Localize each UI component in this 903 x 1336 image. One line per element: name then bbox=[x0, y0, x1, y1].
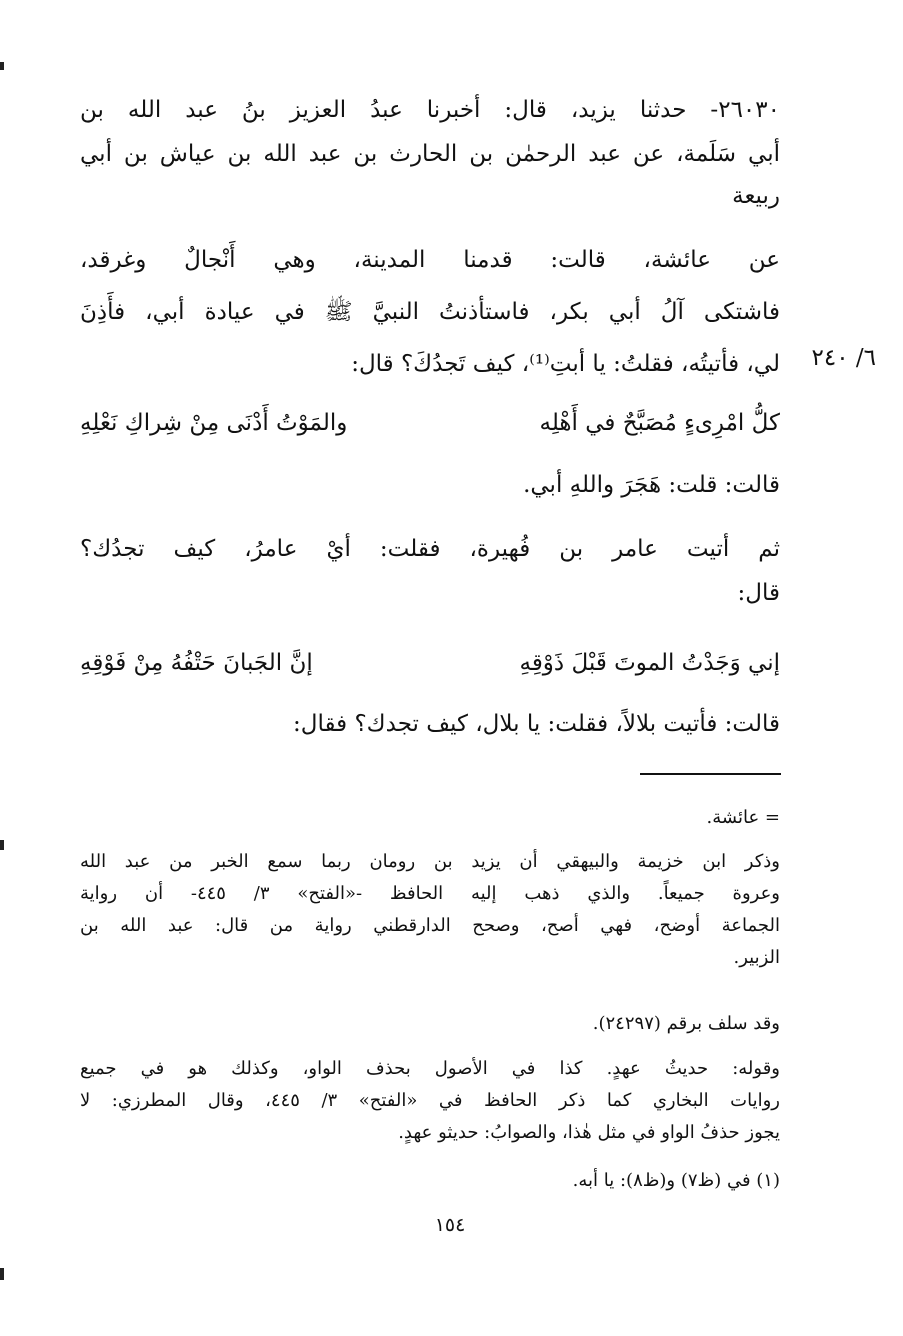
page-number: ١٥٤ bbox=[434, 1214, 466, 1236]
footnote-paragraph: وقد سلف برقم (٢٤٢٩٧). bbox=[592, 1013, 780, 1034]
verse-hemistich: كلُّ امْرِىءٍ مُصَبَّحٌ في أَهْلِه bbox=[539, 410, 780, 436]
isnad-line: ربيعة bbox=[732, 183, 780, 209]
volume-page-reference: ٦/ ٢٤٠ bbox=[811, 345, 876, 371]
footnote-line: الجماعة أوضح، فهي أصح، وصحح الدارقطني رواية من قال: عبد الله بن bbox=[80, 915, 780, 936]
scan-edge-mark bbox=[0, 62, 4, 70]
footnote-note: (١) في (ظ٧) و(ظ٨): يا أبه. bbox=[572, 1170, 780, 1191]
scan-edge-mark bbox=[0, 840, 4, 850]
poetry-verse bbox=[80, 400, 780, 446]
footnote-paragraph bbox=[80, 1053, 780, 1149]
footnote-line: الزبير. bbox=[733, 947, 780, 968]
text-line: فاشتكى آلُ أبي بكر، فاستأذنتُ النبيَّ ﷺ في عيادة أبي، فأَذِنَ bbox=[80, 299, 780, 325]
text-line: قال: bbox=[737, 580, 780, 606]
verse-hemistich: والمَوْتُ أَدْنَى مِنْ شِراكِ نَعْلِهِ bbox=[80, 410, 348, 436]
isnad-line: أبي سَلَمة، عن عبد الرحمٰن بن الحارث بن عبد الله بن عياش بن أبي bbox=[80, 141, 780, 167]
footnote-line: يجوز حذفُ الواو في مثل هٰذا، والصوابُ: حديثو عهدٍ. bbox=[398, 1122, 780, 1143]
scan-edge-mark bbox=[0, 1268, 4, 1280]
footnote-continuation: = عائشة. bbox=[706, 807, 780, 828]
text-line: ثم أتيت عامر بن فُهيرة، فقلت: أيْ عامرُ، كيف تجدُك؟ bbox=[80, 536, 780, 562]
text-line: عن عائشة، قالت: قدمنا المدينة، وهي أَنْجالٌ وغرقد، bbox=[80, 247, 780, 273]
footnote-line: وعروة جميعاً. والذي ذهب إليه الحافظ -«الفتح» ٣/ ٤٤٥- أن رواية bbox=[80, 883, 780, 904]
verse-hemistich: إني وَجَدْتُ الموتَ قَبْلَ ذَوْقِهِ bbox=[519, 650, 780, 676]
poetry-verse bbox=[80, 640, 780, 686]
hadith-text bbox=[80, 234, 780, 390]
text-line: قالت: فأتيت بلالاً، فقلت: يا بلال، كيف تجدك؟ فقال: bbox=[293, 711, 780, 737]
isnad-line: ٢٦٠٣٠- حدثنا يزيد، قال: أخبرنا عبدُ العزيز بنُ عبد الله بن bbox=[80, 97, 780, 123]
footnote-line: وقوله: حديثُ عهدٍ. كذا في الأصول بحذف الواو، وكذلك هو في جميع bbox=[80, 1058, 780, 1079]
hadith-isnad bbox=[80, 88, 780, 216]
text-line: لي، فأتيتُه، فقلتُ: يا أبتِ⁽¹⁾، كيف تَجدُكَ؟ قال: bbox=[351, 351, 780, 377]
footnote-paragraph bbox=[80, 846, 780, 974]
footnote-line: وذكر ابن خزيمة والبيهقي أن يزيد بن رومان ربما سمع الخبر من عبد الله bbox=[80, 851, 780, 872]
footnote-line: روايات البخاري كما ذكر الحافظ في «الفتح» ٣/ ٤٤٥، وقال المطرزي: لا bbox=[80, 1090, 780, 1111]
verse-hemistich: إنَّ الجَبانَ حَتْفُهُ مِنْ فَوْقِهِ bbox=[80, 650, 313, 676]
text-line: قالت: قلت: هَجَرَ واللهِ أبي. bbox=[523, 472, 780, 498]
footnote-separator bbox=[640, 773, 781, 775]
hadith-text-2 bbox=[80, 527, 780, 615]
